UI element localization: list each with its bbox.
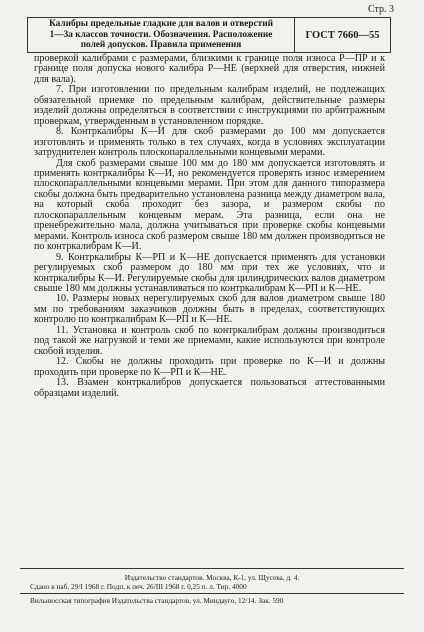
- publisher-line: Издательство стандартов. Москва, К-1, ул. Щусева, д. 4.: [124, 573, 300, 582]
- paragraph-8b: Для скоб размерами свыше 100 мм до 180 мм допускается изготовлять и применять контркалибры К—И, но рекомендуется проверять износ измерением плоскопараллельными концевыми мерами. При этом для данного типоразмера скобы должна быть предварительно установлена разница между диаметром вала, на который скоба проходит без зазора, и размером скобы по плоскопараллельным концевым мерам. Эта разница, если она не пренебрежительно мала, должна учитываться при проверке скобы концевыми мерами. Контроль износа скоб размером свыше 180 мм должен производиться не по контркалибрам К—И.: [34, 157, 385, 253]
- document-title: [28, 18, 295, 52]
- paragraph-9: 9. Контркалибры К—РП и К—НЕ допускается применять для установки регулируемых скоб размером до 180 мм при тех же условиях, что и контркалибры К—И. Регулируемые скобы для цилиндрических валов диаметром свыше 180 мм должны устанавливаться по контркалибрам К—РП и К—НЕ.: [34, 251, 385, 294]
- paragraph-10: 10. Размеры новых нерегулируемых скоб для валов диаметром свыше 180 мм по требованиям заказчиков должны быть в пределах, соответствующих контролю по контркалибрам К—РП и К—НЕ.: [34, 293, 385, 326]
- document-body: [34, 54, 385, 399]
- paragraph-continuation: проверкой калибрами с размерами, близкими к границе поля износа Р—ПР и к границе поля допуска нового калибра Р—НЕ (верхней для отверстия, нижней для вала).: [34, 53, 385, 85]
- print-details-line: Сдано в наб. 29/I 1968 г. Подп. к печ. 26/III 1968 г. 0,25 п. л. Тир. 4000: [30, 582, 247, 591]
- paragraph-12: 12. Скобы не должны проходить при проверке по К—И и должны проходить при проверке по К—РП и К—НЕ.: [34, 356, 385, 378]
- title-line-2: 1—3а классов точности. Обозначения. Расположение: [49, 29, 273, 40]
- paragraph-8: 8. Контркалибры К—И для скоб размерами до 100 мм допускается изготовлять и применять только в тех случаях, когда в условиях эксплуатации затруднителен контроль плоскопараллельными концевыми мерами.: [34, 126, 385, 159]
- imprint: [20, 568, 404, 605]
- title-line-3: полей допусков. Правила применения: [80, 40, 242, 50]
- printer-line: Вильнюсская типография Издательства стандартов, ул. Миндауго, 12/14. Зак. 590: [20, 593, 404, 605]
- page-number: Стр. 3: [367, 4, 394, 15]
- paragraph-7: 7. При изготовлении по предельным калибрам изделий, не подлежащих обязательной приемке по предельным калибрам, действительные размеры изделий должны определяться в соответствии с инструкциями по арбитражным проверкам, утвержденным в установленном порядке.: [34, 84, 385, 127]
- document-header: [27, 17, 391, 53]
- paragraph-11: 11. Установка и контроль скоб по контркалибрам должны производиться под такой же нагрузкой и теми же приемами, какие используются при контроле скобой изделия.: [34, 324, 385, 357]
- standard-number: ГОСТ 7660—55: [305, 29, 380, 41]
- title-line-1: Калибры предельные гладкие для валов и отверстий: [49, 19, 273, 29]
- paragraph-13: 13. Взамен контркалибров допускается пользоваться аттестованными образцами изделий.: [34, 377, 385, 399]
